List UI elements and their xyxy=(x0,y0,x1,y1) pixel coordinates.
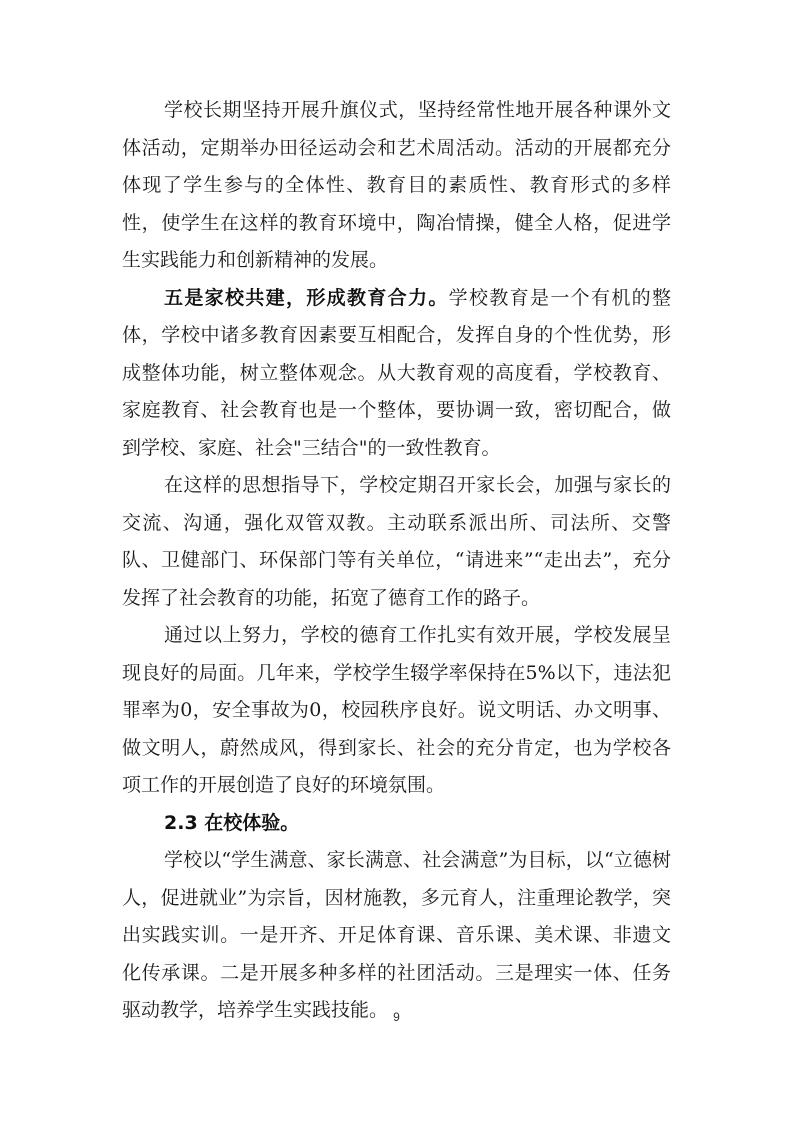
paragraph-text: 学校以“学生满意、家长满意、社会满意”为目标，以“立德树人，促进就业”为宗旨，因材施教，多元育人，注重理论教学，突出实践实训。一是开齐、开足体育课、音乐课、美术课、非遗文化传承课。二是开展多种多样的社团活动。三是理实一体、任务驱动教学，培养学生实践技能。 xyxy=(122,849,671,1021)
paragraph-text: 通过以上努力，学校的德育工作扎实有效开展，学校发展呈现良好的局面。几年来，学校学生辍学率保持在5%以下，违法犯罪率为0，安全事故为0，校园秩序良好。说文明话、办文明事、做文明人，蔚然成风，得到家长、社会的充分肯定，也为学校各项工作的开展创造了良好的环境氛围。 xyxy=(122,624,671,796)
paragraph-guidance xyxy=(122,467,671,617)
paragraph-text: 学校长期坚持开展升旗仪式，坚持经常性地开展各种课外文体活动，定期举办田径运动会和艺术周活动。活动的开展都充分体现了学生参与的全体性、教育目的素质性、教育形式的多样性，使学生在这样的教育环境中，陶冶情操，健全人格，促进学生实践能力和创新精神的发展。 xyxy=(122,99,671,271)
paragraph-lead-heading: 五是家校共建，形成教育合力。 xyxy=(164,286,449,309)
paragraph-activities xyxy=(122,92,671,280)
paragraph-results xyxy=(122,617,671,805)
page-number: 9 xyxy=(393,1010,400,1024)
paragraph-text: 学校教育是一个有机的整体，学校中诸多教育因素要互相配合，发挥自身的个性优势，形成整体功能，树立整体观念。从大教育观的高度看，学校教育、家庭教育、社会教育也是一个整体，要协调一致，密切配合，做到学校、家庭、社会"三结合"的一致性教育。 xyxy=(122,286,671,459)
document-body xyxy=(122,92,671,1030)
paragraph-school-experience xyxy=(122,842,671,1030)
section-heading: 2.3 在校体验。 xyxy=(164,811,300,834)
paragraph-text: 在这样的思想指导下，学校定期召开家长会，加强与家长的交流、沟通，强化双管双教。主动联系派出所、司法所、交警队、卫健部门、环保部门等有关单位，“请进来”“走出去”，充分发挥了社会教育的功能，拓宽了德育工作的路子。 xyxy=(122,474,671,609)
paragraph-home-school xyxy=(122,280,671,468)
